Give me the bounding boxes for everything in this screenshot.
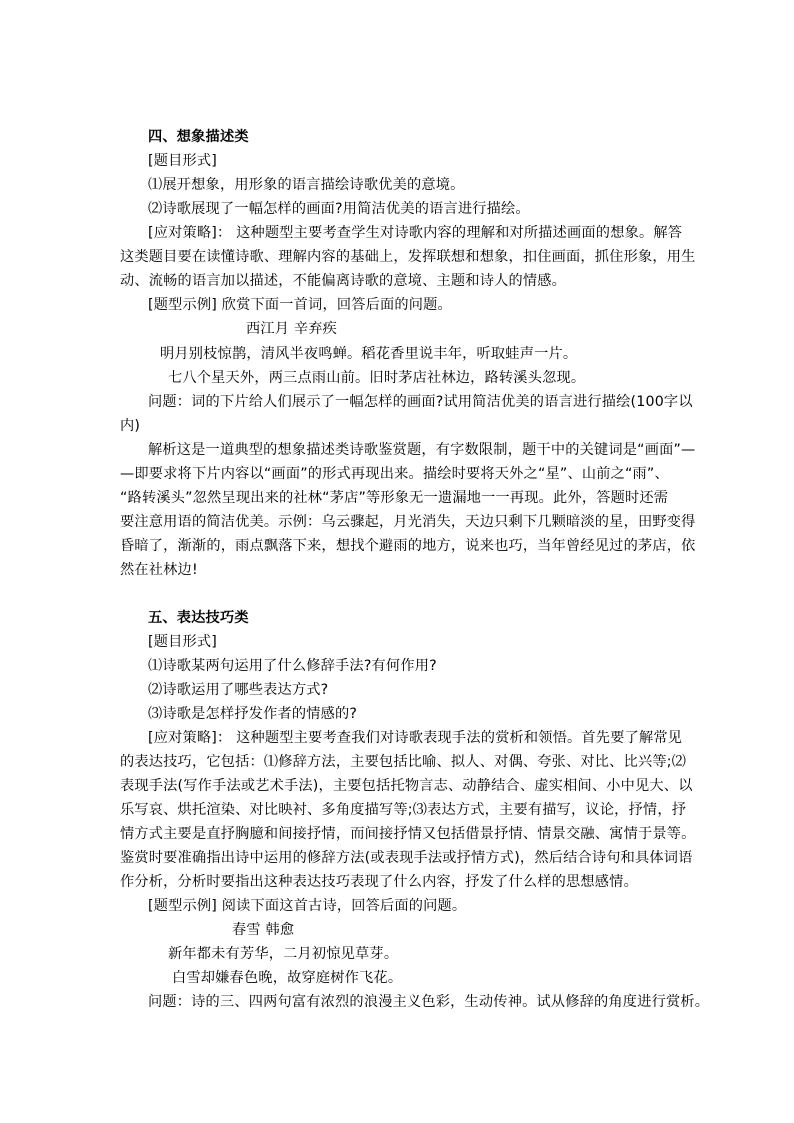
strategy-line: 的表达技巧，它包括：⑴修辞方法，主要包括比喻、拟人、对偶、夸张、对比、比兴等;⑵ — [120, 754, 687, 770]
strategy-line: [应对策略]： 这种题型主要考查我们对诗歌表现手法的赏析和领悟。首先要了解常见 — [148, 730, 683, 746]
poem-line: 七八个星天外，两三点雨山前。旧时茅店社林边，路转溪头忽现。 — [168, 370, 586, 386]
strategy-line: 动、流畅的语言加以描述，不能偏离诗歌的意境、主题和诗人的情感。 — [120, 273, 567, 289]
poem-line: 明月别枝惊鹊，清风半夜鸣蝉。稻花香里说丰年，听取蛙声一片。 — [160, 346, 578, 362]
poem-title: 春雪 韩愈 — [232, 922, 295, 938]
poem-line: 新年都未有芳华，二月初惊见草芽。 — [168, 946, 399, 962]
example-line: [题型示例] 阅读下面这首古诗，回答后面的问题。 — [148, 898, 467, 914]
strategy-line: 作分析，分析时要指出这种表达技巧表现了什么内容，抒发了什么样的思想感情。 — [120, 874, 638, 890]
form-item: ⑴展开想象，用形象的语言描绘诗歌优美的意境。 — [148, 177, 465, 193]
form-item: ⑵诗歌运用了哪些表达方式? — [148, 682, 329, 698]
question-line: 问题：词的下片给人们展示了一幅怎样的画面?试用简洁优美的语言进行描绘(100字以 — [148, 394, 693, 410]
analysis-line: 昏暗了，渐渐的，雨点飘落下来，想找个避雨的地方，说来也巧，当年曾经见过的茅店，依 — [120, 538, 696, 554]
form-label: [题目形式] — [148, 153, 218, 169]
strategy-line: 表现手法(写作手法或艺术手法)，主要包括托物言志、动静结合、虚实相间、小中见大、以 — [120, 778, 693, 794]
poem-title: 西江月 辛弃疾 — [246, 321, 338, 337]
example-line: [题型示例] 欣赏下面一首词，回答后面的问题。 — [148, 297, 452, 313]
form-item: ⑵诗歌展现了一幅怎样的画面?用简洁优美的语言进行描绘。 — [148, 201, 530, 217]
section-5-heading: 五、表达技巧类 — [148, 610, 249, 626]
strategy-line: 鉴赏时要准确指出诗中运用的修辞方法(或表现手法或抒情方式)，然后结合诗句和具体词语 — [120, 850, 693, 866]
strategy-line: 乐写哀、烘托渲染、对比映衬、多角度描写等;⑶表达方式，主要有描写，议论，抒情，抒 — [120, 802, 687, 818]
analysis-line: 要注意用语的简洁优美。示例：乌云骤起，月光消失，天边只剩下几颗暗淡的星，田野变得 — [120, 514, 696, 530]
form-label: [题目形式] — [148, 634, 218, 650]
section-4-heading: 四、想象描述类 — [148, 129, 249, 145]
strategy-line: 这类题目要在读懂诗歌、理解内容的基础上，发挥联想和想象，扣住画面，抓住形象，用生 — [120, 249, 696, 265]
form-item: ⑶诗歌是怎样抒发作者的情感的? — [148, 706, 358, 722]
analysis-line: 解析这是一道典型的想象描述类诗歌鉴赏题，有字数限制，题干中的关键词是“画面”— — [148, 442, 696, 458]
form-item: ⑴诗歌某两句运用了什么修辞手法?有何作用? — [148, 658, 437, 674]
question-line: 问题：诗的三、四两句富有浓烈的浪漫主义色彩，生动传神。试从修辞的角度进行赏析。 — [148, 994, 710, 1010]
poem-line: 白雪却嫌春色晚，故穿庭树作飞花。 — [172, 970, 403, 986]
strategy-line: 情方式主要是直抒胸臆和间接抒情，而间接抒情又包括借景抒情、情景交融、寓情于景等。 — [120, 826, 696, 842]
question-line: 内) — [120, 418, 141, 434]
analysis-line: —即要求将下片内容以“画面”的形式再现出来。描绘时要将天外之“星”、山前之“雨”、 — [120, 466, 669, 482]
analysis-line: 然在社林边! — [120, 562, 198, 578]
analysis-line: “路转溪头”忽然呈现出来的社林“茅店”等形象无一遗漏地一一再现。此外，答题时还需 — [120, 490, 669, 506]
strategy-line: [应对策略]： 这种题型主要考查学生对诗歌内容的理解和对所描述画面的想象。解答 — [148, 225, 683, 241]
